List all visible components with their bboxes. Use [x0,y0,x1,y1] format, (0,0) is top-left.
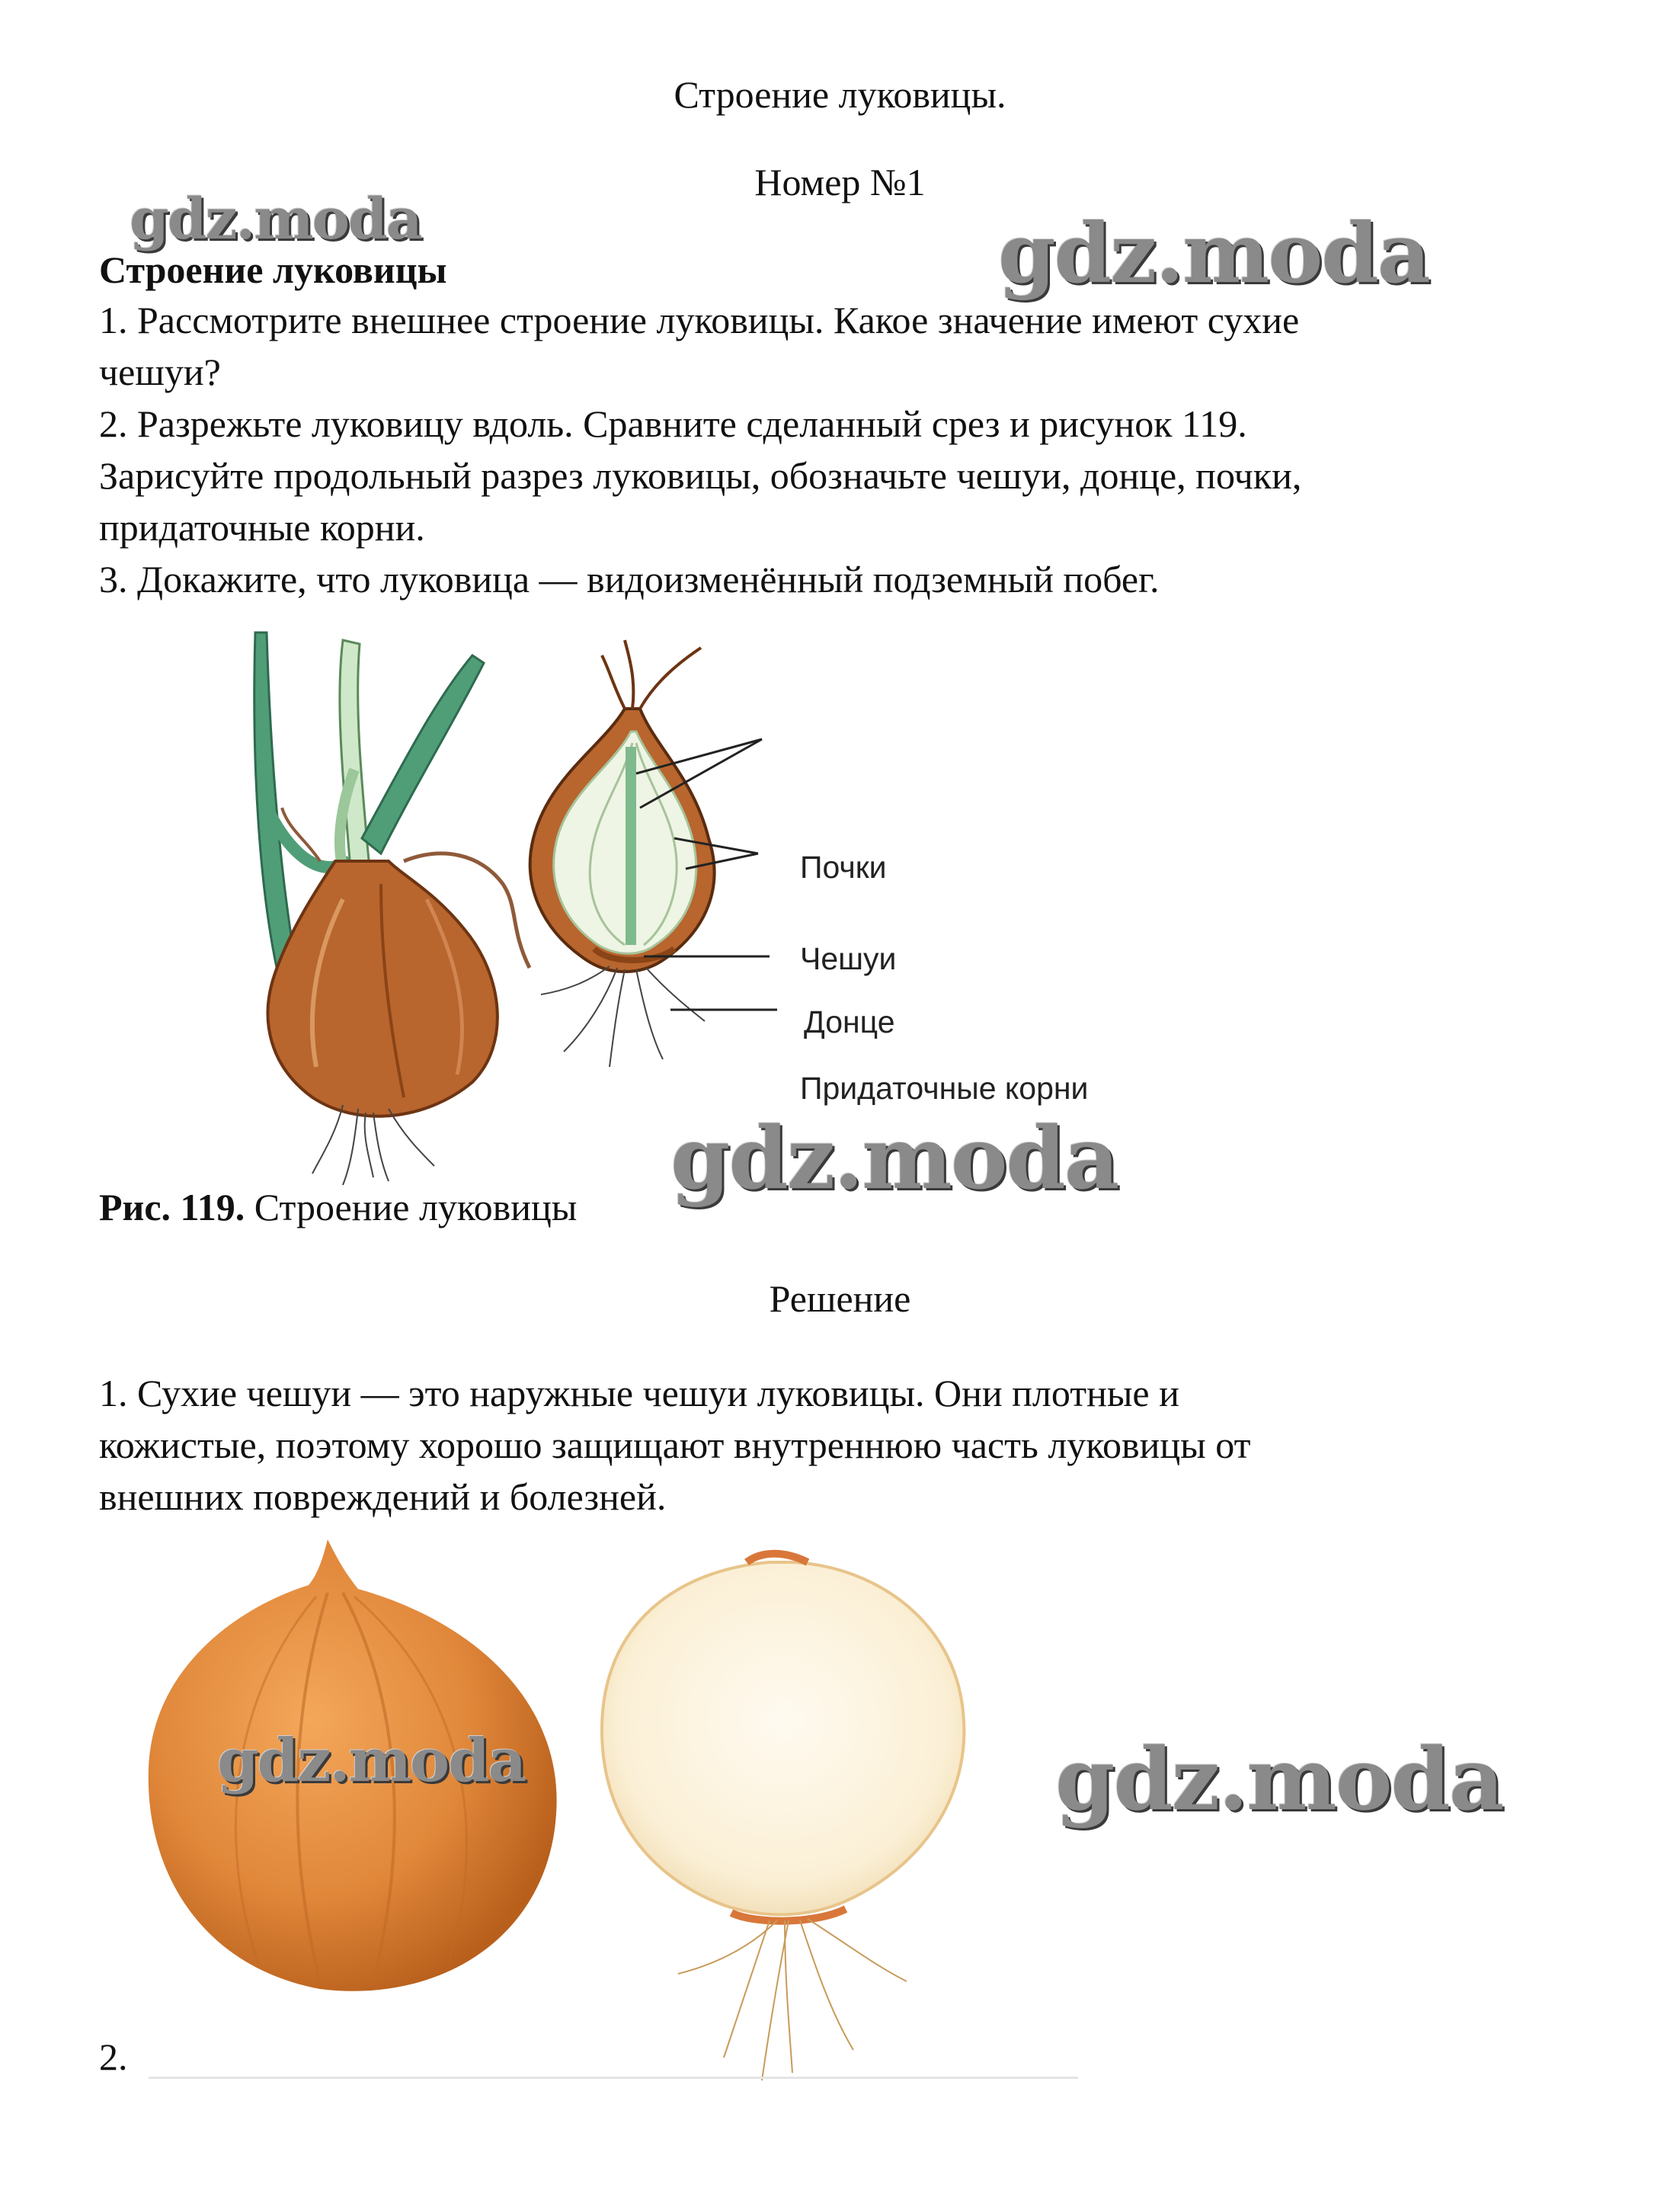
label-base: Донце [804,1004,895,1039]
solution-item-2: 2. [99,2035,128,2078]
task-heading: Строение луковицы [99,248,447,291]
task-line: 1. Рассмотрите внешнее строение луковицы. Какое значение имеют сухие [99,299,1300,341]
caption-text: Строение луковицы [245,1186,578,1228]
cut-onion-drawing [530,640,715,1067]
solution-line: внешних повреждений и болезней. [99,1475,667,1518]
page-title: Строение луковицы. [674,73,1006,116]
whole-onion-drawing [254,633,530,1185]
watermark: gdz.moda [670,1109,1118,1209]
figure-caption [99,1185,577,1229]
label-scales: Чешуи [800,941,897,976]
solution-line: кожистые, поэтому хорошо защищают внутреннюю часть луковицы от [99,1424,1251,1466]
solution-text [99,1367,1585,1523]
watermark: gdz.moda [217,1726,526,1795]
label-roots: Придаточные корни [800,1071,1089,1106]
solution-line: 1. Сухие чешуи — это наружные чешуи луковицы. Они плотные и [99,1372,1179,1414]
task-line: 2. Разрежьте луковицу вдоль. Сравните сделанный срез и рисунок 119. [99,402,1247,445]
watermark: gdz.moda [998,206,1429,302]
watermark: gdz.moda [1055,1730,1503,1830]
divider [149,2077,1078,2079]
task-line: придаточные корни. [99,506,425,549]
cut-onion-photo [602,1554,964,2080]
task-line: Зарисуйте продольный разрез луковицы, обозначьте чешуи, донце, почки, [99,454,1302,497]
task-line: чешуи? [99,351,221,393]
onion-photos [145,1539,1082,2088]
task-text [99,294,1585,605]
watermark: gdz.moda [130,187,421,252]
solution-title: Решение [769,1277,911,1320]
label-buds: Почки [800,850,887,885]
caption-number: Рис. 119. [99,1186,245,1228]
task-line: 3. Докажите, что луковица — видоизменённый подземный побег. [99,558,1160,601]
task-number: Номер №1 [754,161,926,203]
